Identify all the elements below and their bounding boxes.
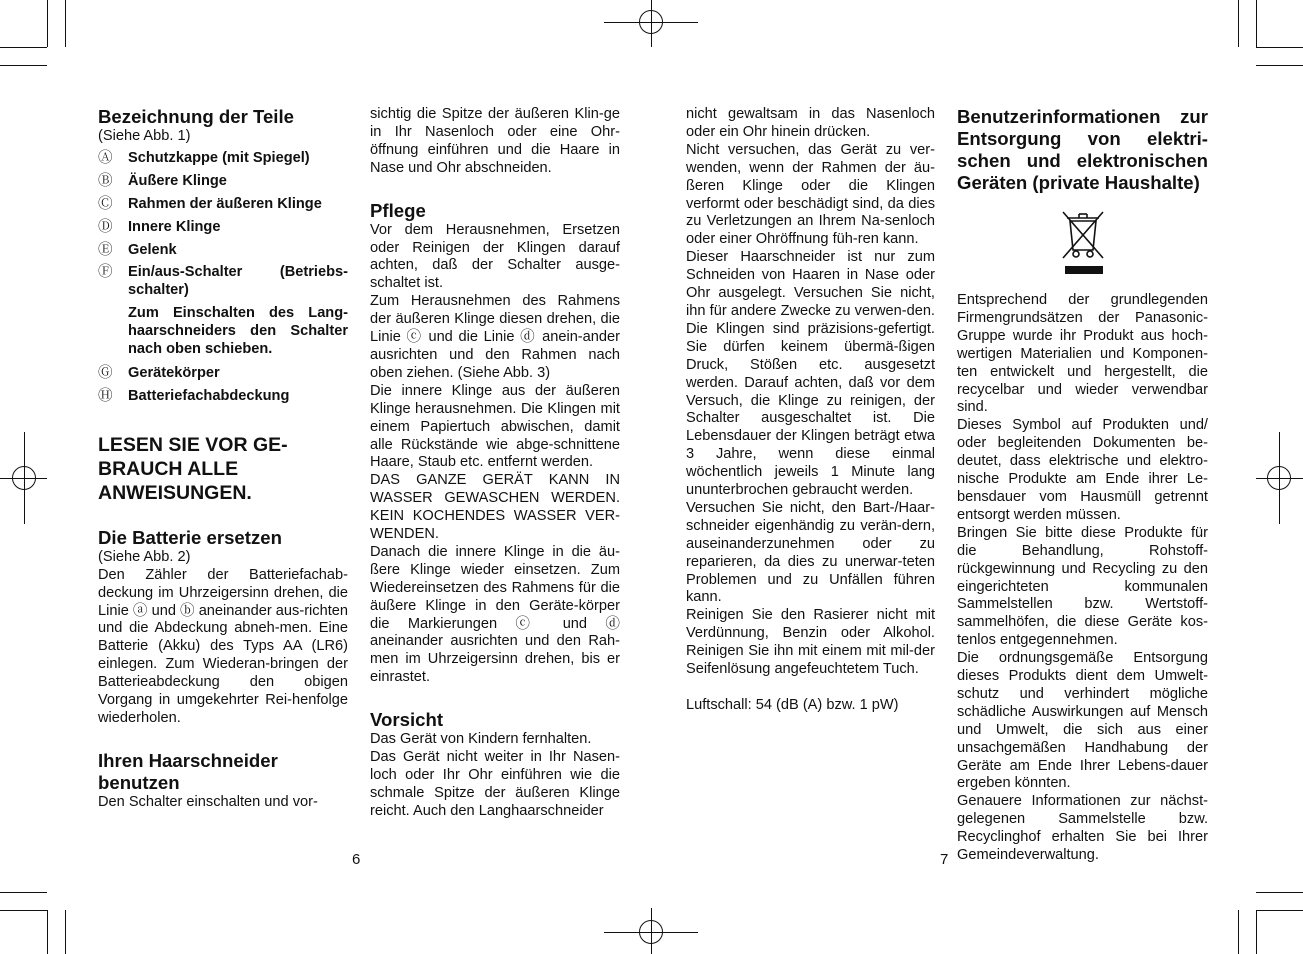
warning-heading: LESEN SIE VOR GE-BRAUCH ALLE ANWEISUNGEN. (98, 433, 288, 504)
column-3 (686, 106, 935, 715)
crop-mark (1256, 910, 1257, 954)
list-item (98, 219, 348, 237)
crop-mark (1238, 910, 1239, 954)
switch-note: Zum Einschalten des Lang-haarschneiders den Schalter nach oben schieben. (128, 305, 348, 358)
crop-mark (65, 910, 66, 954)
registration-circle (1267, 466, 1291, 490)
caution-text: Das Gerät von Kindern fernhalten. (370, 731, 592, 748)
caution-text: Nicht versuchen, das Gerät zu ver-wenden, wenn der Rahmen der äu-ßeren Klinge oder die Klingen verformt oder beschädigt sind, da dies zu Verletzungen an Ihrem Na-senloch oder einer Ohröffnung füh-ren kann. (686, 141, 935, 248)
crop-mark (47, 910, 48, 954)
crop-mark (1238, 0, 1239, 47)
parts-list (98, 150, 348, 406)
disposal-text: Bringen Sie bitte diese Produkte für die Behandlung, Rohstoff-rückgewinnung und Recycling zu den eingerichteten kommunalen Sammelstellen bzw. Wertstoff-sammelhöfen, die diese Geräte kos-tenlos entgegennehmen. (957, 524, 1208, 649)
care-text: Danach die innere Klinge in die äu-ßere Klinge wieder einsetzen. Zum Wiedereinsetzen des Rahmens für die äußere Klinge in den Geräte-körper die Markierungen ⓒ und ⓓ aneinander ausrichten und den Rah-men im Uhrzeigersinn drehen, bis er einrastet. (370, 543, 620, 686)
spacer (98, 411, 348, 433)
crop-mark (0, 65, 47, 66)
spacer (98, 728, 348, 750)
part-marker: Ⓔ (98, 241, 113, 258)
column-2 (370, 106, 620, 821)
list-item (98, 365, 348, 383)
column-4 (957, 106, 1208, 865)
registration-circle (639, 10, 663, 34)
caution-text: Reinigen Sie den Rasierer nicht mit Verdünnung, Benzin oder Alkohol. Reinigen Sie ihn mit einem mit mil-der Seifenlösung angefeuchtetem Tuch. (686, 607, 935, 678)
spacer (686, 679, 935, 697)
use-text-continued: sichtig die Spitze der äußeren Klin-ge in Ihr Nasenloch oder eine Ohr-öffnung einführen und die Haare in Nase und Ohr abschneiden. (370, 106, 620, 176)
list-item (98, 264, 348, 300)
list-item (98, 242, 348, 260)
battery-heading: Die Batterie ersetzen (98, 526, 282, 548)
battery-subtitle: (Siehe Abb. 2) (98, 548, 191, 565)
page-number: 7 (940, 851, 949, 868)
disposal-text: Die ordnungsgemäße Entsorgung dieses Produkts dient dem Umwelt-schutz und verhindert mögliche schädliche Auswirkungen auf Mensch und Umwelt, die sich aus einer unsachgemäßen Handhabung der Geräte am Ende Ihrer Lebens-dauer ergeben könnten. (957, 650, 1208, 792)
care-text: Die innere Klinge aus der äußeren Klinge herausnehmen. Die Klingen mit einem Papiertuch abwischen, damit alle Rückstände wie abge-schnittene Haare, Staub etc. entfernt werden. (370, 382, 620, 471)
column-1 (98, 106, 348, 812)
disposal-heading: Benutzerinformationen zur Entsorgung von elektri-schen und elektronischen Geräten (private Haushalte) (957, 106, 1208, 193)
crop-mark (0, 910, 47, 911)
part-marker: Ⓖ (98, 364, 113, 381)
disposal-text: Genauere Informationen zur nächst-gelegenen Sammelstelle bzw. Recyclinghof erhalten Sie bei Ihrer Gemeindeverwaltung. (957, 793, 1208, 864)
crop-mark (1256, 892, 1303, 893)
part-label: Ein/aus-Schalter (Betriebs-schalter) (128, 264, 348, 299)
care-heading: Pflege (370, 199, 426, 221)
crossed-out-wheelie-bin-icon (1059, 208, 1107, 276)
caution-text: nicht gewaltsam in das Nasenloch oder ein Ohr hinein drücken. (686, 106, 935, 140)
spacer (370, 178, 620, 200)
list-item (98, 196, 348, 214)
part-marker: Ⓒ (98, 195, 113, 212)
crop-mark (1256, 47, 1303, 48)
registration-circle (639, 920, 663, 944)
crop-mark (1256, 65, 1303, 66)
part-marker: Ⓐ (98, 149, 113, 166)
caution-text: Dieser Haarschneider ist nur zum Schneiden von Haaren in Nase oder Ohr ausgelegt. Versuchen Sie nicht, ihn für andere Zwecke zu verwen-den. Die Klingen sind präzisions-gefertigt. Sie dürfen keinem übermä-ßigen Druck, Stößen etc. ausgesetzt werden. Darauf achten, daß vor dem Versuch, die Klinge zu reinigen, der Schalter ausgeschaltet ist. Die Lebensdauer der Klingen beträgt etwa 3 Jahre, wenn diese einmal wöchentlich jeweils 1 Minute lang ununterbrochen gebraucht werden. (686, 249, 935, 499)
use-heading: Ihren Haarschneider benutzen (98, 749, 278, 793)
use-text: Den Schalter einschalten und vor- (98, 793, 318, 810)
crop-mark (0, 47, 47, 48)
part-marker: Ⓓ (98, 218, 113, 235)
care-text: DAS GANZE GERÄT KANN IN WASSER GEWASCHEN WERDEN. KEIN KOCHENDES WASSER VER-WENDEN. (370, 472, 620, 543)
caution-heading: Vorsicht (370, 709, 444, 731)
noise-level: Luftschall: 54 (dB (A) bzw. 1 pW) (686, 697, 899, 713)
caution-text: Versuchen Sie nicht, den Bart-/Haar-schneider eigenhändig zu verän-dern, auseinanderzunehmen oder zu reparieren, da dies zu unerwar-teten Problemen und zu Unfällen führen kann. (686, 499, 935, 606)
parts-subtitle: (Siehe Abb. 1) (98, 128, 191, 144)
part-marker: Ⓗ (98, 387, 113, 404)
part-label: Gelenk (128, 241, 177, 258)
caution-text: Das Gerät nicht weiter in Ihr Nasen-loch oder Ihr Ohr einführen wie die schmale Spitze der äußeren Klinge reicht. Auch den Langhaarschneider (370, 749, 620, 819)
crop-mark (47, 0, 48, 47)
part-label: Gerätekörper (128, 364, 220, 381)
care-text: Zum Herausnehmen des Rahmens der äußeren Klinge diesen drehen, die Linie ⓒ und die Linie ⓓ anein-ander ausrichten und den Rahmen nach oben ziehen. (Siehe Abb. 3) (370, 293, 620, 381)
part-marker: Ⓑ (98, 172, 113, 189)
list-item (98, 150, 348, 168)
parts-heading: Bezeichnung der Teile (98, 106, 294, 127)
spacer (370, 687, 620, 709)
part-label: Batteriefachabdeckung (128, 387, 290, 404)
care-text: Vor dem Herausnehmen, Ersetzen oder Reinigen der Klingen darauf achten, daß der Schalter ausge-schaltet ist. (370, 221, 620, 292)
page-number: 6 (352, 851, 361, 868)
part-label: Innere Klinge (128, 218, 221, 235)
crop-mark (1256, 910, 1303, 911)
disposal-text: Entsprechend der grundlegenden Firmengrundsätzen der Panasonic-Gruppe wurde ihr Produkt aus hoch-wertigen Materialien und Komponen-ten entwickelt und hergestellt, die recycelbar und wieder verwendbar sind. (957, 292, 1208, 416)
part-label: Rahmen der äußeren Klinge (128, 195, 322, 212)
spacer (98, 505, 348, 527)
crop-mark (1256, 0, 1257, 47)
part-label: Äußere Klinge (128, 172, 227, 189)
part-marker: Ⓕ (98, 264, 113, 281)
crop-mark (65, 0, 66, 47)
battery-text: Den Zähler der Batteriefachab-deckung im Uhrzeigersinn drehen, die Linie ⓐ und ⓑ aneinander aus-richten und die Abdeckung abneh-men. Eine Batterie (Akku) des Typs AA (LR6) einlegen. Zum Wiederan-bringen der Batterieabdeckung den obigen Vorgang in umgekehrter Rei-henfolge wiederholen. (98, 566, 348, 726)
list-item (98, 173, 348, 191)
list-item (98, 388, 348, 406)
disposal-text: Dieses Symbol auf Produkten und/ oder begleitenden Dokumenten be-deutet, dass elektrische und elektro-nische Produkte am Ende ihrer Le-bensdauer vom Hausmüll getrennt entsorgt werden müssen. (957, 417, 1208, 523)
crop-mark (0, 892, 47, 893)
part-label: Schutzkappe (mit Spiegel) (128, 149, 310, 166)
registration-circle (12, 466, 36, 490)
